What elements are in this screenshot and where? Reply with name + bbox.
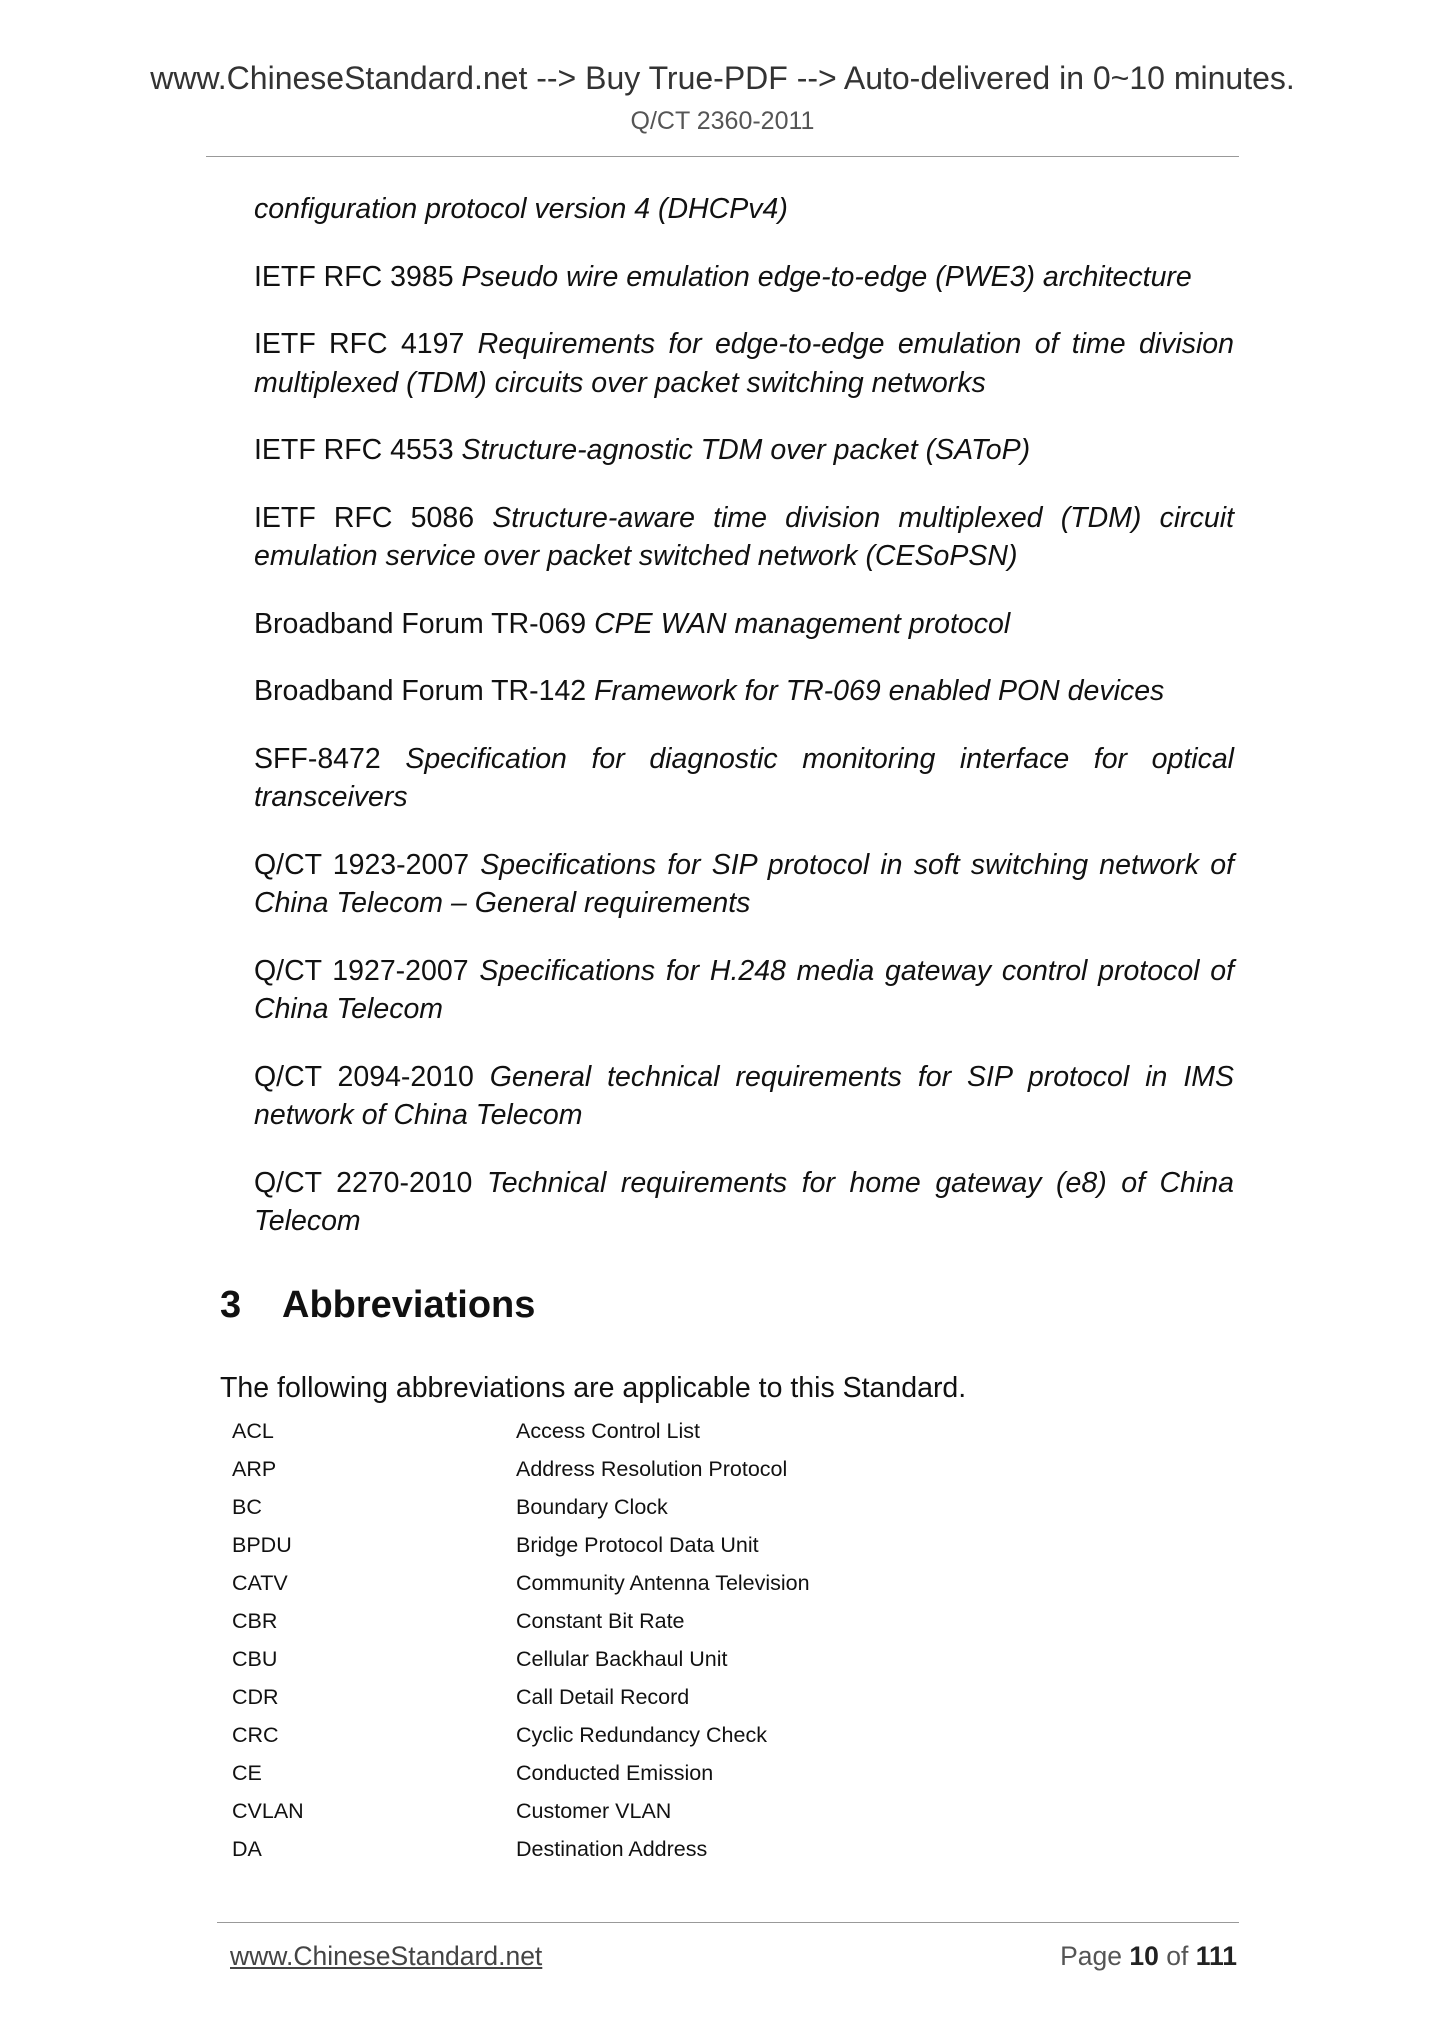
abbreviation-definition: Boundary Clock [516,1495,668,1519]
abbreviation-term: ACL [232,1419,274,1443]
reference-item: Q/CT 1923-2007 Specifications for SIP protocol in soft switching network of China Telecom – General requirements [254,848,1234,919]
reference-item: IETF RFC 4553 Structure-agnostic TDM over packet (SAToP) [254,434,1031,466]
abbreviation-definition: Customer VLAN [516,1799,672,1823]
header-divider [206,156,1239,157]
abbreviation-row [232,1488,1132,1526]
abbreviation-definition: Call Detail Record [516,1685,690,1709]
abbreviation-row [232,1754,1132,1792]
abbreviation-row [232,1716,1132,1754]
abbreviation-row [232,1602,1132,1640]
reference-item: SFF-8472 Specification for diagnostic monitoring interface for optical transceivers [254,742,1235,813]
section-title: Abbreviations [282,1284,536,1326]
reference-item: Q/CT 2270-2010 Technical requirements for home gateway (e8) of China Telecom [254,1166,1234,1237]
footer-divider [217,1922,1239,1923]
current-page: 10 [1129,1941,1159,1971]
reference-item: Q/CT 2094-2010 General technical requirements for SIP protocol in IMS network of China Telecom [254,1060,1234,1131]
abbreviation-row [232,1640,1132,1678]
section-heading [220,1283,535,1327]
abbreviation-definition: Cellular Backhaul Unit [516,1647,728,1671]
abbreviation-term: ARP [232,1457,277,1481]
intro-paragraph: The following abbreviations are applicable to this Standard. [220,1372,967,1404]
abbreviation-row [232,1412,1132,1450]
abbreviation-definition: Cyclic Redundancy Check [516,1723,767,1747]
abbreviation-row [232,1450,1132,1488]
reference-item: Q/CT 1927-2007 Specifications for H.248 media gateway control protocol of China Telecom [254,954,1234,1025]
abbreviation-term: CBR [232,1609,278,1633]
reference-item: IETF RFC 4197 Requirements for edge-to-edge emulation of time division multiplexed (TDM) circuits over packet switching networks [254,328,1234,399]
abbreviation-term: DA [232,1837,262,1861]
abbreviation-definition: Constant Bit Rate [516,1609,685,1633]
abbreviation-row [232,1792,1132,1830]
reference-item: IETF RFC 3985 Pseudo wire emulation edge-to-edge (PWE3) architecture [254,260,1192,293]
reference-item: configuration protocol version 4 (DHCPv4) [254,193,788,225]
abbreviation-row [232,1564,1132,1602]
abbreviation-definition: Access Control List [516,1419,701,1443]
footer-website-link[interactable]: www.ChineseStandard.net [230,1941,543,1971]
abbreviation-term: CVLAN [232,1799,304,1823]
abbreviation-row [232,1678,1132,1716]
document-code: Q/CT 2360-2011 [630,107,815,135]
reference-item: Broadband Forum TR-142 Framework for TR-069 enabled PON devices [254,675,1165,707]
reference-item: IETF RFC 5086 Structure-aware time division multiplexed (TDM) circuit emulation service over packet switched network (CESoPSN) [254,501,1234,572]
abbreviation-list [232,1412,1132,1868]
header-banner: www.ChineseStandard.net --> Buy True-PDF --> Auto-delivered in 0~10 minutes. [150,60,1295,96]
abbreviation-term: CATV [232,1571,288,1595]
abbreviation-term: BC [232,1495,262,1519]
abbreviation-term: BPDU [232,1533,292,1557]
abbreviation-definition: Address Resolution Protocol [516,1457,788,1481]
abbreviation-term: CE [232,1761,262,1785]
abbreviation-definition: Destination Address [516,1837,708,1861]
abbreviation-row [232,1830,1132,1868]
page-number: Page 10 of 111 [1060,1941,1237,1971]
normative-references [254,190,1234,1270]
reference-item: Broadband Forum TR-069 CPE WAN management protocol [254,607,1011,640]
abbreviation-term: CBU [232,1647,278,1671]
abbreviation-definition: Conducted Emission [516,1761,714,1785]
total-pages: 111 [1195,1941,1237,1971]
abbreviation-term: CDR [232,1685,279,1709]
abbreviation-term: CRC [232,1723,279,1747]
abbreviation-definition: Community Antenna Television [516,1571,810,1595]
abbreviation-row [232,1526,1132,1564]
abbreviation-definition: Bridge Protocol Data Unit [516,1533,759,1557]
section-number: 3 [220,1284,242,1326]
